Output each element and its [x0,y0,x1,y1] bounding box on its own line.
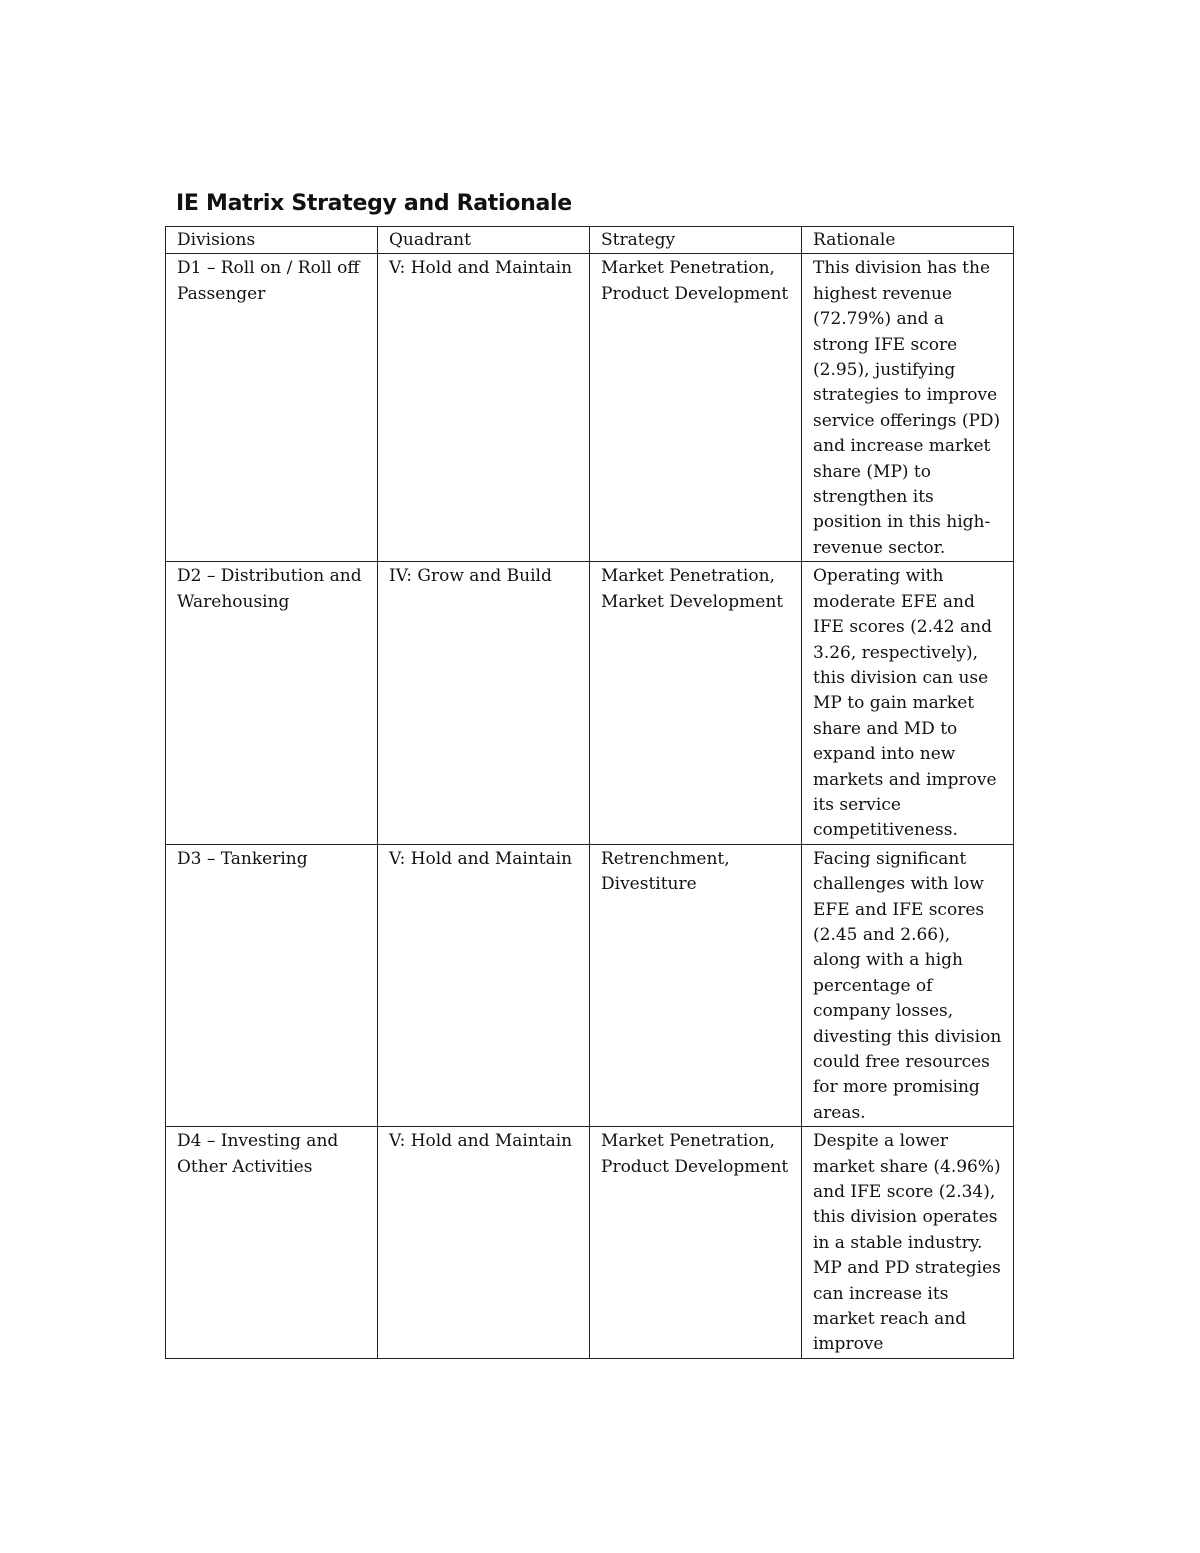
header-rationale: Rationale [802,227,1014,254]
strategy-cell: Market Penetration, Product Development [590,254,802,562]
quadrant-cell: V: Hold and Maintain [378,254,590,562]
header-divisions: Divisions [166,227,378,254]
rationale-cell: Facing significant challenges with low EFE and IFE scores (2.45 and 2.66), along with a high percentage of company losses, divesting this division could free resources for more promising areas. [802,844,1014,1126]
division-cell: D2 – Distribution and Warehousing [166,562,378,844]
division-cell: D1 – Roll on / Roll off Passenger [166,254,378,562]
strategy-cell: Market Penetration, Market Development [590,562,802,844]
quadrant-cell: IV: Grow and Build [378,562,590,844]
ie-matrix-table [165,226,1014,1359]
quadrant-cell: V: Hold and Maintain [378,1127,590,1359]
document-title: IE Matrix Strategy and Rationale [176,191,572,216]
rationale-cell: Operating with moderate EFE and IFE scores (2.42 and 3.26, respectively), this division can use MP to gain market share and MD to expand into new markets and improve its service competitiveness. [802,562,1014,844]
rationale-cell: This division has the highest revenue (72.79%) and a strong IFE score (2.95), justifying strategies to improve service offerings (PD) and increase market share (MP) to strengthen its position in this high-revenue sector. [802,254,1014,562]
table-row [166,1127,1014,1359]
strategy-cell: Market Penetration, Product Development [590,1127,802,1359]
table-row [166,562,1014,844]
header-quadrant: Quadrant [378,227,590,254]
division-cell: D4 – Investing and Other Activities [166,1127,378,1359]
table-header-row [166,227,1014,254]
division-cell: D3 – Tankering [166,844,378,1126]
table-row [166,254,1014,562]
rationale-cell: Despite a lower market share (4.96%) and IFE score (2.34), this division operates in a stable industry. MP and PD strategies can increase its market reach and improve [802,1127,1014,1359]
table-row [166,844,1014,1126]
quadrant-cell: V: Hold and Maintain [378,844,590,1126]
header-strategy: Strategy [590,227,802,254]
strategy-cell: Retrenchment, Divestiture [590,844,802,1126]
